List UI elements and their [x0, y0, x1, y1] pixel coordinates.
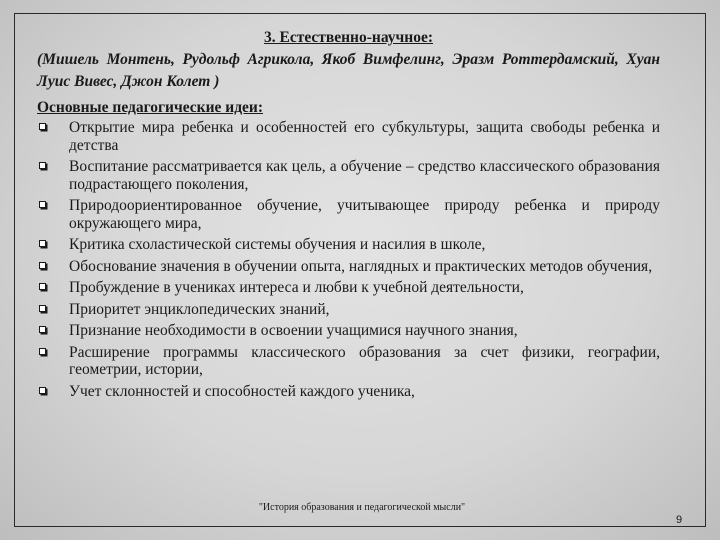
idea-text: Открытие мира ребенка и особенностей его субкультуры, защита свободы ребенка и детства — [69, 119, 660, 154]
idea-text: Признание необходимости в освоении учащимися научного знания, — [69, 322, 518, 339]
square-bullet-icon — [39, 262, 46, 269]
list-item — [37, 344, 660, 379]
idea-text: Пробуждение в учениках интереса и любви к учебной деятельности, — [69, 279, 524, 296]
square-bullet-icon — [39, 387, 46, 394]
list-item — [37, 236, 660, 254]
square-bullet-icon — [39, 201, 46, 208]
square-bullet-icon — [39, 326, 46, 333]
list-item — [37, 279, 660, 297]
idea-text: Расширение программы классического образования за счет физики, географии, геометрии, истории, — [69, 343, 660, 378]
list-item — [37, 258, 660, 276]
idea-text: Обоснование значения в обучении опыта, наглядных и практических методов обучения, — [69, 257, 653, 275]
idea-text: Критика схоластической системы обучения и насилия в школе, — [69, 236, 486, 253]
idea-text: Приоритет энциклопедических знаний, — [69, 300, 330, 318]
slide-heading: 3. Естественно-научное: — [263, 29, 434, 46]
ideas-subheading: Основные педагогические идеи: — [37, 99, 264, 116]
idea-text: Воспитание рассматривается как цель, а обучение – средство классического образования подрастающего поколения, — [69, 158, 660, 193]
footer-source: "История образования и педагогической мысли" — [258, 502, 466, 513]
ideas-list — [37, 119, 660, 400]
idea-text: Учет склонностей и способностей каждого ученика, — [69, 382, 415, 400]
square-bullet-icon — [39, 348, 46, 355]
list-item — [37, 119, 660, 154]
square-bullet-icon — [39, 162, 46, 169]
page-number: 9 — [676, 514, 683, 526]
slide-content — [37, 27, 660, 404]
list-item — [37, 197, 660, 232]
square-bullet-icon — [39, 283, 46, 290]
names-list: (Мишель Монтень, Рудольф Агрикола, Якоб Вимфелинг, Эразм Роттердамский, Хуан Луис Вивес, Джон Колет ) — [37, 51, 660, 90]
list-item — [37, 322, 660, 340]
square-bullet-icon — [39, 123, 46, 130]
idea-text: Природоориентированное обучение, учитывающее природу ребенка и природу окружающего мира, — [69, 197, 660, 232]
list-item — [37, 301, 660, 319]
list-item — [37, 383, 660, 401]
square-bullet-icon — [39, 240, 46, 247]
list-item — [37, 158, 660, 193]
square-bullet-icon — [39, 305, 46, 312]
